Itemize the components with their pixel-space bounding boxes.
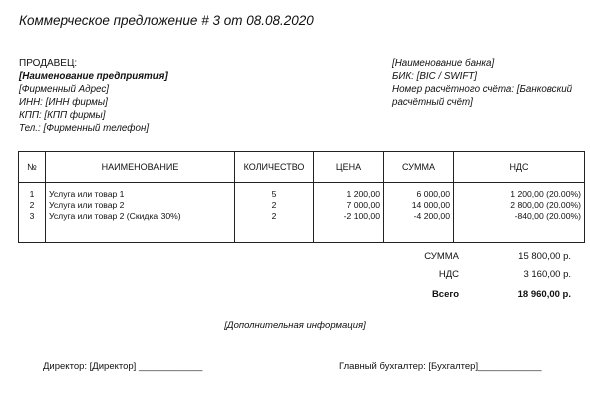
row-1-name: Услуга или товар 1 xyxy=(49,189,125,199)
seller-address: [Фирменный Адрес] xyxy=(19,84,109,95)
table-row xyxy=(19,183,585,243)
cell-sum xyxy=(384,183,454,243)
director-signature: Директор: [Директор] ____________ xyxy=(43,361,203,372)
total-value: 18 960,00 р. xyxy=(517,289,571,300)
row-3-name: Услуга или товар 2 (Скидка 30%) xyxy=(49,211,181,221)
sum-label: СУММА xyxy=(424,251,459,262)
bank-name: [Наименование банка] xyxy=(392,58,495,69)
bank-bik: БИК: [BIC / SWIFT] xyxy=(392,71,478,82)
cell-price xyxy=(314,183,384,243)
table-header-row xyxy=(19,152,585,183)
row-2-name: Услуга или товар 2 xyxy=(49,200,125,210)
header-num: № xyxy=(19,152,46,183)
accountant-signature: Главный бухгалтер: [Бухгалтер]____________ xyxy=(339,361,542,372)
bank-account-line1: Номер расчётного счёта: [Банковский xyxy=(392,84,573,95)
row-1-qty: 5 xyxy=(271,189,277,199)
row-2-price: 7 000,00 xyxy=(346,200,380,210)
row-3-price: -2 100,00 xyxy=(343,211,380,221)
document-title: Коммерческое предложение # 3 от 08.08.2020 xyxy=(19,13,314,28)
additional-info: [Дополнительная информация] xyxy=(224,320,366,331)
items-table xyxy=(18,151,585,243)
total-label: Всего xyxy=(431,289,459,300)
seller-heading: ПРОДАВЕЦ: xyxy=(19,58,78,69)
cell-qty xyxy=(235,183,314,243)
row-3-num: 3 xyxy=(29,211,35,221)
bank-account-line2: расчётный счёт] xyxy=(392,97,473,108)
row-2-sum: 14 000,00 xyxy=(411,200,450,210)
row-2-qty: 2 xyxy=(271,200,277,210)
row-2-num: 2 xyxy=(29,200,35,210)
sum-value: 15 800,00 р. xyxy=(518,251,571,262)
seller-inn: ИНН: [ИНН фирмы] xyxy=(19,97,108,108)
row-3-sum: -4 200,00 xyxy=(413,211,450,221)
row-1-price: 1 200,00 xyxy=(346,189,380,199)
seller-block xyxy=(19,57,168,135)
bank-block xyxy=(392,57,572,109)
header-name: НАИМЕНОВАНИЕ xyxy=(46,152,235,183)
row-1-sum: 6 000,00 xyxy=(416,189,450,199)
cell-num xyxy=(19,183,46,243)
header-vat: НДС xyxy=(454,152,585,183)
seller-phone: Тел.: [Фирменный телефон] xyxy=(19,123,150,134)
vat-label: НДС xyxy=(438,269,459,280)
header-price: ЦЕНА xyxy=(314,152,384,183)
row-1-num: 1 xyxy=(29,189,35,199)
header-sum: СУММА xyxy=(384,152,454,183)
row-2-vat: 2 800,00 (20.00%) xyxy=(510,200,581,210)
row-1-vat: 1 200,00 (20.00%) xyxy=(510,189,581,199)
cell-vat xyxy=(454,183,585,243)
row-3-vat: -840,00 (20.00%) xyxy=(514,211,581,221)
vat-value: 3 160,00 р. xyxy=(523,269,571,280)
row-3-qty: 2 xyxy=(271,211,277,221)
seller-kpp: КПП: [КПП фирмы] xyxy=(19,110,106,121)
cell-name xyxy=(46,183,235,243)
header-qty: КОЛИЧЕСТВО xyxy=(235,152,314,183)
seller-name: [Наименование предприятия] xyxy=(19,71,168,82)
